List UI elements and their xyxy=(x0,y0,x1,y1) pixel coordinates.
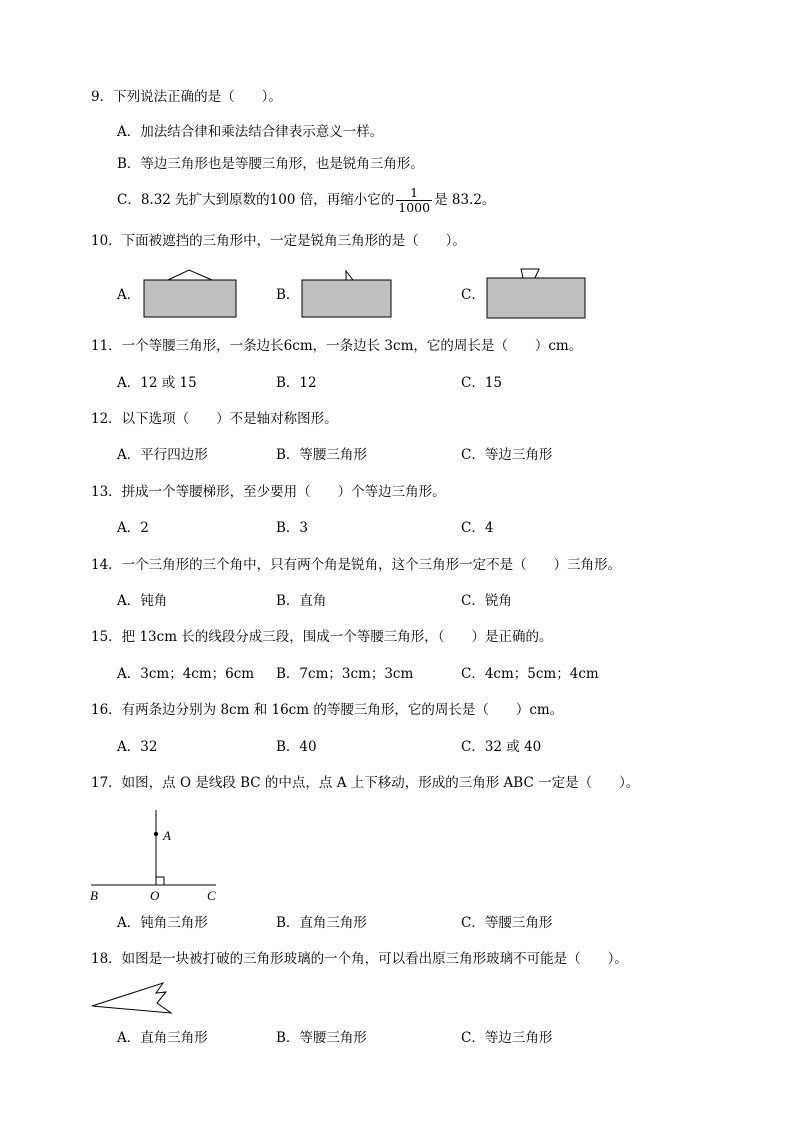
q9-option-c-text: C．8.32 先扩大到原数的100 倍，再缩小它的 xyxy=(117,192,395,208)
q13-option-c: C．4 xyxy=(461,520,494,536)
q10-figure-c xyxy=(486,266,588,322)
q18-option-c: C．等边三角形 xyxy=(461,1030,553,1046)
q18-option-a: A．直角三角形 xyxy=(117,1030,208,1046)
q17-option-a: A．钝角三角形 xyxy=(117,915,208,931)
q13-option-a: A．2 xyxy=(117,520,149,536)
q13-option-b: B．3 xyxy=(276,520,309,536)
q16-option-b: B．40 xyxy=(276,739,317,755)
broken-glass-corner xyxy=(92,983,171,1013)
q10-b-triangle-top xyxy=(346,271,353,280)
label-b: B xyxy=(90,888,98,903)
q12-stem: 12．以下选项（ ）不是轴对称图形。 xyxy=(91,411,338,427)
q14-option-c: C．锐角 xyxy=(461,593,512,609)
q10-c-cover xyxy=(487,278,585,318)
q14-option-a: A．钝角 xyxy=(117,593,168,609)
q11-option-c: C．15 xyxy=(461,375,503,391)
q10-a-triangle-top xyxy=(168,270,212,280)
q10-c-triangle-top xyxy=(521,269,539,278)
q14-option-b: B．直角 xyxy=(276,593,327,609)
label-c: C xyxy=(207,888,216,903)
q12-option-c: C．等边三角形 xyxy=(461,447,553,463)
q17-figure xyxy=(88,805,228,905)
fraction-denominator: 1000 xyxy=(398,200,431,215)
q10-figure-a xyxy=(143,268,237,320)
q15-option-a: A．3cm；4cm；6cm xyxy=(117,666,255,682)
label-o: O xyxy=(150,888,160,903)
q10-option-a-label: A． xyxy=(117,287,141,303)
q18-stem: 18．如图是一块被打破的三角形玻璃的一个角，可以看出原三角形玻璃不可能是（ ）。 xyxy=(91,951,628,967)
q18-option-b: B．等腰三角形 xyxy=(276,1030,367,1046)
q15-option-c: C．4cm；5cm；4cm xyxy=(461,666,599,682)
q9-option-c-tail: 是 83.2。 xyxy=(434,192,496,208)
q10-option-b-label: B． xyxy=(276,287,300,303)
q10-option-c-label: C． xyxy=(461,287,485,303)
right-angle-mark xyxy=(156,877,164,885)
q15-option-b: B．7cm；3cm；3cm xyxy=(276,666,414,682)
q16-option-a: A．32 xyxy=(117,739,158,755)
q16-option-c: C．32 或 40 xyxy=(461,739,542,755)
q11-option-b: B．12 xyxy=(276,375,317,391)
q11-option-a: A．12 或 15 xyxy=(117,375,197,391)
q12-option-a: A．平行四边形 xyxy=(117,447,208,463)
q15-stem: 15．把 13cm 长的线段分成三段，围成一个等腰三角形，（ ）是正确的。 xyxy=(91,629,553,645)
q10-b-cover xyxy=(302,280,391,317)
q9-option-b: B．等边三角形也是等腰三角形，也是锐角三角形。 xyxy=(117,156,424,172)
q14-stem: 14．一个三角形的三个角中，只有两个角是锐角，这个三角形一定不是（ ）三角形。 xyxy=(91,557,622,573)
point-a xyxy=(154,832,158,836)
label-a: A xyxy=(163,828,171,843)
q12-option-b: B．等腰三角形 xyxy=(276,447,367,463)
fraction xyxy=(396,186,432,215)
q17-option-b: B．直角三角形 xyxy=(276,915,367,931)
q18-broken-glass-figure xyxy=(90,980,180,1020)
q13-stem: 13．拼成一个等腰梯形，至少要用（ ）个等边三角形。 xyxy=(91,484,446,500)
q11-stem: 11．一个等腰三角形，一条边长6cm，一条边长 3cm，它的周长是（ ）cm。 xyxy=(91,338,583,354)
q17-stem: 17．如图，点 O 是线段 BC 的中点，点 A 上下移动，形成的三角形 ABC 一定是（ ）。 xyxy=(91,775,640,791)
fraction-numerator: 1 xyxy=(396,186,432,201)
q9-option-c xyxy=(117,184,495,216)
q16-stem: 16．有两条边分别为 8cm 和 16cm 的等腰三角形，它的周长是（ ）cm。 xyxy=(91,702,564,718)
q10-stem: 10．下面被遮挡的三角形中，一定是锐角三角形的是（ ）。 xyxy=(91,233,466,249)
q17-option-c: C．等腰三角形 xyxy=(461,915,553,931)
q9-stem: 9．下列说法正确的是（ ）。 xyxy=(91,89,282,105)
q9-option-a: A．加法结合律和乘法结合律表示意义一样。 xyxy=(117,124,384,140)
q10-figure-b xyxy=(301,268,393,320)
q10-a-cover xyxy=(144,280,236,317)
